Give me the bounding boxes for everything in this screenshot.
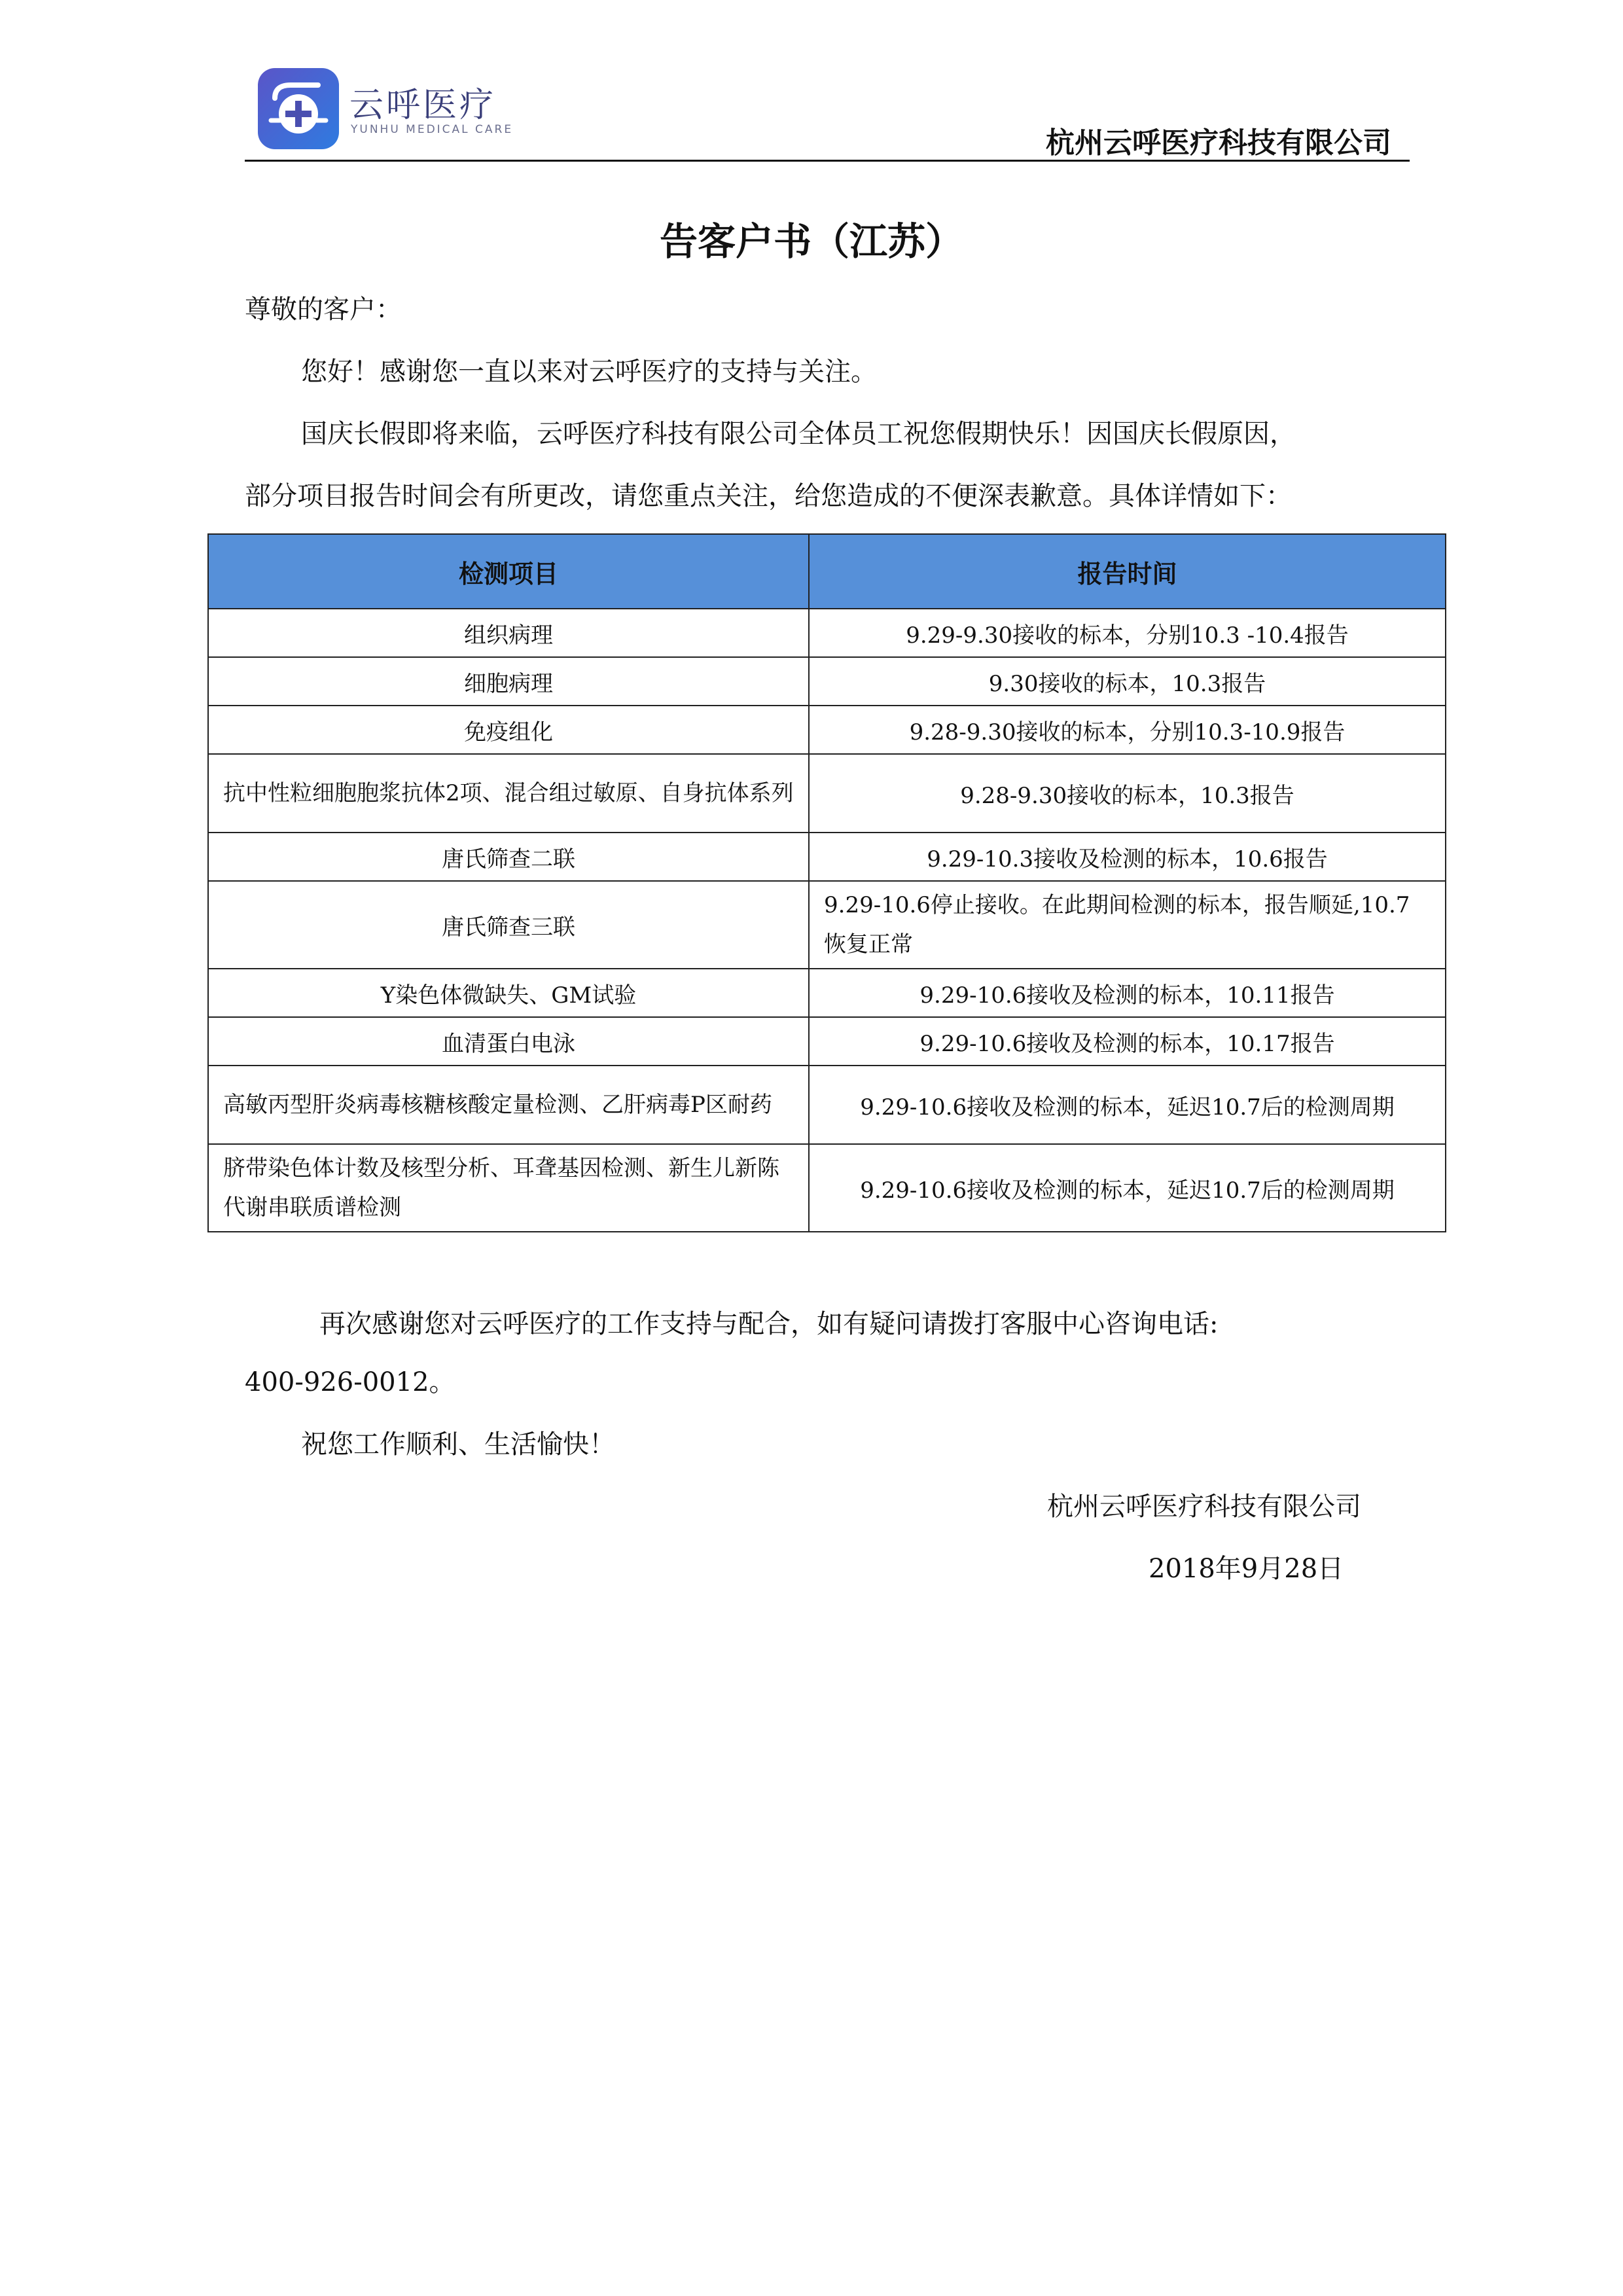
table-row — [208, 754, 1446, 833]
test-item: Y染色体微缺失、GM试验 — [208, 969, 809, 1017]
yunhu-logo-icon — [258, 68, 339, 149]
report-time: 9.29-10.3接收及检测的标本，10.6报告 — [809, 833, 1446, 881]
table-row — [208, 1144, 1446, 1232]
test-item: 组织病理 — [208, 609, 809, 657]
signature-date: 2018年9月28日 — [1149, 1554, 1344, 1584]
signature-company: 杭州云呼医疗科技有限公司 — [1047, 1492, 1361, 1522]
paragraph-2-line-1: 国庆长假即将来临，云呼医疗科技有限公司全体员工祝您假期快乐！因国庆长假原因， — [301, 419, 1296, 449]
test-item: 细胞病理 — [208, 657, 809, 706]
report-time: 9.29-10.6停止接收。在此期间检测的标本，报告顺延,10.7恢复正常 — [809, 881, 1446, 969]
logo-subtitle: YUNHU MEDICAL CARE — [351, 123, 514, 136]
column-header: 报告时间 — [809, 534, 1446, 609]
header-divider — [245, 160, 1410, 162]
letterhead — [245, 63, 1410, 161]
closing-phone: 400-926-0012。 — [245, 1367, 455, 1397]
report-schedule-table — [207, 533, 1446, 1232]
table-row — [208, 1017, 1446, 1066]
test-item: 免疫组化 — [208, 706, 809, 754]
header-company: 杭州云呼医疗科技有限公司 — [1046, 126, 1391, 160]
test-item: 高敏丙型肝炎病毒核糖核酸定量检测、乙肝病毒P区耐药 — [208, 1066, 809, 1144]
table-row — [208, 706, 1446, 754]
report-time: 9.29-10.6接收及检测的标本，10.17报告 — [809, 1017, 1446, 1066]
closing-line-1: 再次感谢您对云呼医疗的工作支持与配合，如有疑问请拨打客服中心咨询电话: — [319, 1309, 1219, 1339]
table-row — [208, 657, 1446, 706]
report-time: 9.29-9.30接收的标本，分别10.3 -10.4报告 — [809, 609, 1446, 657]
test-item: 抗中性粒细胞胞浆抗体2项、混合组过敏原、自身抗体系列 — [208, 754, 809, 833]
logo-name: 云呼医疗 — [349, 86, 497, 125]
table-row — [208, 881, 1446, 969]
table-row — [208, 609, 1446, 657]
table-row — [208, 833, 1446, 881]
test-item: 血清蛋白电泳 — [208, 1017, 809, 1066]
wishes: 祝您工作顺利、生活愉快！ — [301, 1429, 615, 1460]
test-item: 唐氏筛查二联 — [208, 833, 809, 881]
table-header-row — [208, 534, 1446, 609]
report-time: 9.29-10.6接收及检测的标本，延迟10.7后的检测周期 — [809, 1066, 1446, 1144]
table-row — [208, 1066, 1446, 1144]
document-title: 告客户书（江苏） — [659, 219, 963, 264]
paragraph-2-line-2: 部分项目报告时间会有所更改，请您重点关注，给您造成的不便深表歉意。具体详情如下： — [245, 481, 1292, 511]
test-item: 脐带染色体计数及核型分析、耳聋基因检测、新生儿新陈代谢串联质谱检测 — [208, 1144, 809, 1232]
table-row — [208, 969, 1446, 1017]
report-time: 9.29-10.6接收及检测的标本，延迟10.7后的检测周期 — [809, 1144, 1446, 1232]
report-time: 9.29-10.6接收及检测的标本，10.11报告 — [809, 969, 1446, 1017]
report-time: 9.30接收的标本，10.3报告 — [809, 657, 1446, 706]
column-header: 检测项目 — [208, 534, 809, 609]
paragraph-1: 您好！感谢您一直以来对云呼医疗的支持与关注。 — [301, 357, 877, 387]
greeting: 尊敬的客户： — [245, 295, 402, 325]
report-time: 9.28-9.30接收的标本，分别10.3-10.9报告 — [809, 706, 1446, 754]
test-item: 唐氏筛查三联 — [208, 881, 809, 969]
report-time: 9.28-9.30接收的标本，10.3报告 — [809, 754, 1446, 833]
